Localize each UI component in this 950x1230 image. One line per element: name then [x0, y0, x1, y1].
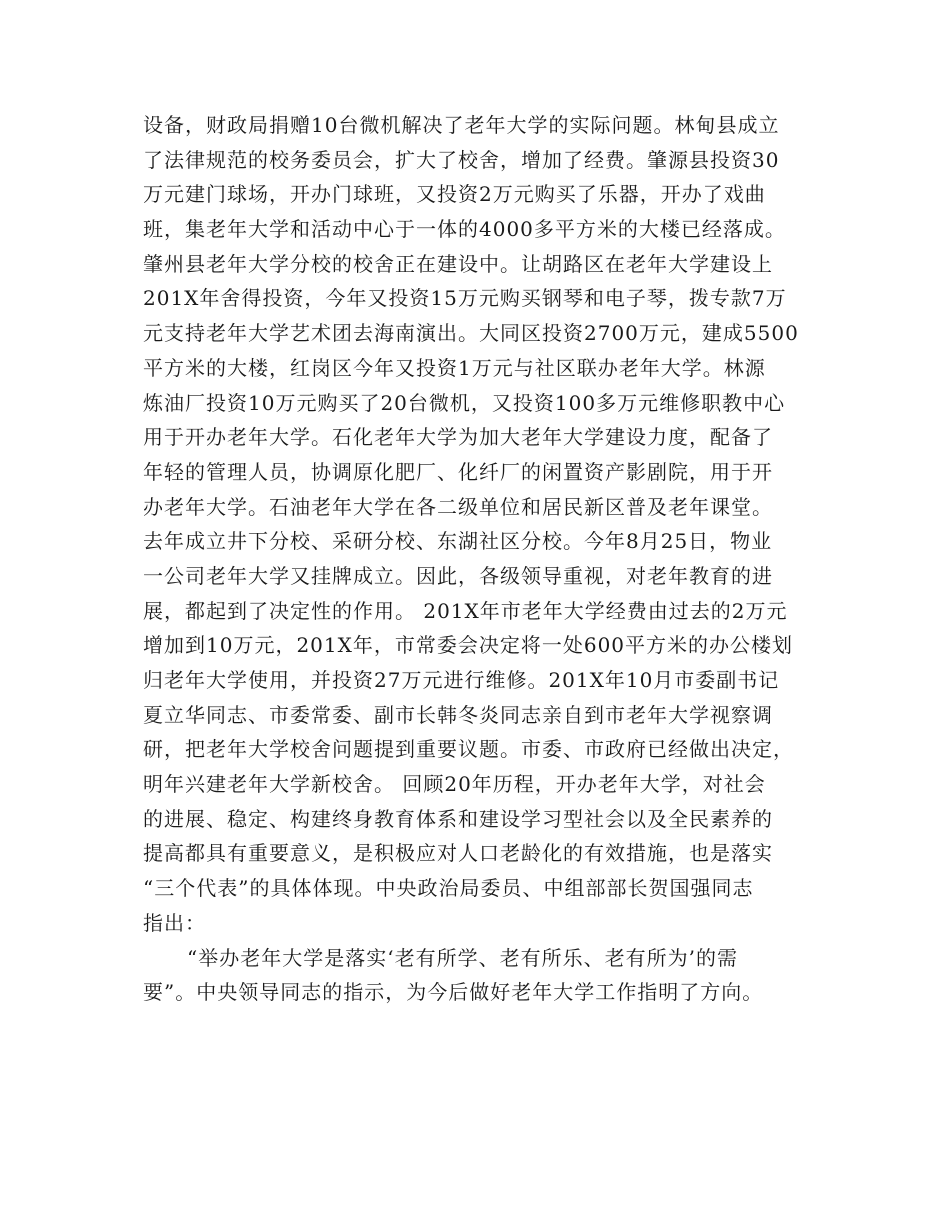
text-line: 班，集老年大学和活动中心于一体的4000多平方米的大楼已经落成。 [143, 217, 786, 242]
text-line: 指出： [143, 910, 206, 935]
text-line: 夏立华同志、市委常委、副市长韩冬炎同志亲自到市老年大学视察调 [143, 702, 773, 727]
text-line: “三个代表”的具体体现。中央政治局委员、中组部部长贺国强同志 [143, 876, 754, 901]
text-line: 平方米的大楼，红岗区今年又投资1万元与社区联办老年大学。林源 [143, 355, 766, 380]
text-line: 去年成立井下分校、采研分校、东湖社区分校。今年8月25日，物业 [143, 529, 773, 554]
body-text [143, 108, 813, 1010]
text-line: 要”。中央领导同志的指示，为今后做好老年大学工作指明了方向。 [143, 980, 764, 1005]
text-line: 一公司老年大学又挂牌成立。因此，各级领导重视，对老年教育的进 [143, 563, 773, 588]
text-line: 办老年大学。石油老年大学在各二级单位和居民新区普及老年课堂。 [143, 494, 773, 519]
text-line: 肇州县老年大学分校的校舍正在建设中。让胡路区在老年大学建设上 [143, 251, 773, 276]
text-line: 设备，财政局捐赠10台微机解决了老年大学的实际问题。林甸县成立 [143, 113, 780, 137]
text-line: 提高都具有重要意义，是积极应对人口老龄化的有效措施，也是落实 [143, 841, 773, 866]
text-line: 用于开办老年大学。石化老年大学为加大老年大学建设力度，配备了 [143, 425, 773, 450]
text-line: 了法律规范的校务委员会，扩大了校舍，增加了经费。肇源县投资30 [143, 147, 780, 172]
text-line: 元支持老年大学艺术团去海南演出。大同区投资2700万元，建成5500 [143, 321, 799, 346]
text-line: 研，把老年大学校舍问题提到重要议题。市委、市政府已经做出决定， [143, 737, 794, 762]
text-line: 展，都起到了决定性的作用。 201X年市老年大学经费由过去的2万元 [143, 598, 788, 623]
text-line: 万元建门球场，开办门球班，又投资2万元购买了乐器，开办了戏曲 [143, 182, 766, 207]
text-line: 增加到10万元，201X年，市常委会决定将一处600平方米的办公楼划 [143, 633, 794, 658]
text-line: 的进展、稳定、构建终身教育体系和建设学习型社会以及全民素养的 [143, 806, 773, 831]
quote-line: “举办老年大学是落实‘老有所学、老有所乐、老有所为’的需 [187, 945, 738, 970]
text-line: 归老年大学使用，并投资27万元进行维修。201X年10月市委副书记 [143, 668, 780, 692]
text-line: 炼油厂投资10万元购买了20台微机，又投资100多万元维修职教中心 [143, 390, 786, 415]
text-line: 201X年舍得投资，今年又投资15万元购买钢琴和电子琴，拨专款7万 [143, 286, 787, 311]
text-line: 明年兴建老年大学新校舍。 回顾20年历程，开办老年大学，对社会 [143, 772, 766, 797]
text-line: 年轻的管理人员，协调原化肥厂、化纤厂的闲置资产影剧院，用于开 [143, 459, 773, 484]
